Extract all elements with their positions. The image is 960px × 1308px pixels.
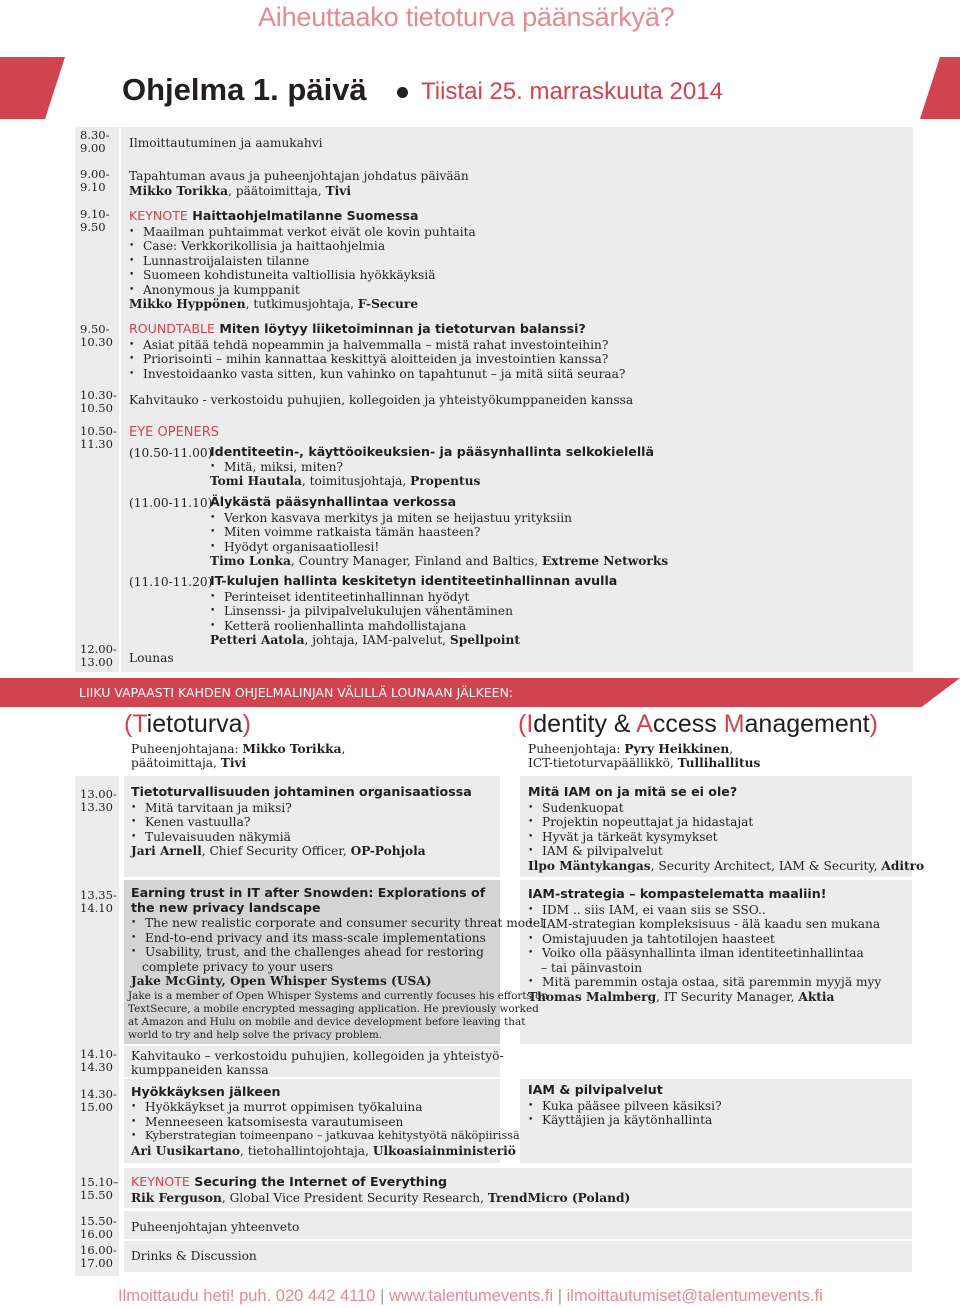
slot-time: 13.35- 14.10 xyxy=(80,888,117,915)
list-item: • End-to-end privacy and its mass-scale implementations xyxy=(131,931,486,946)
speaker-name: Mikko Torikka xyxy=(129,184,229,198)
list-item: • Verkon kasvava merkitys ja miten se heijastuu yrityksiin xyxy=(210,511,572,526)
list-item: • The new realistic corporate and consumer security threat model xyxy=(131,916,544,931)
drinks-text: Drinks & Discussion xyxy=(131,1249,257,1263)
speaker-line: Ilpo Mäntykangas, Security Architect, IAM & Security, Aditro xyxy=(528,859,925,873)
footer-separator: | xyxy=(557,1287,563,1305)
list-item: • Miten voimme ratkaista tämän haasteen? xyxy=(210,525,480,540)
coffee-break-text: Kahvitauko - verkostoidu puhujien, kollegoiden ja yhteistyökumppaneiden kanssa xyxy=(129,393,634,407)
speaker-line xyxy=(210,474,480,489)
list-item: • Asiat pitää tehdä nopeammin ja halvemmalla – mistä rahat investointeihin? xyxy=(129,338,608,353)
list-item: • Mitä tarvitaan ja miksi? xyxy=(131,801,292,816)
speaker-role: , johtaja, IAM-palvelut, xyxy=(304,633,450,647)
slot-time: 10.30- 10.50 xyxy=(80,388,117,415)
slot-time: 14.10- 14.30 xyxy=(80,1047,117,1074)
list-item-cont: – tai päinvastoin xyxy=(541,961,643,975)
list-item: • IDM .. siis IAM, ei vaan siis se SSO.. xyxy=(528,903,766,918)
split-banner xyxy=(0,678,960,707)
speaker-line: Jari Arnell, Chief Security Officer, OP-Pohjola xyxy=(131,844,426,858)
list-item: • Case: Verkkorikollisia ja haittaohjelmia xyxy=(129,239,385,254)
registration-text: Ilmoittautuminen ja aamukahvi xyxy=(129,136,323,150)
speaker-line xyxy=(129,184,351,199)
speaker-role: , Country Manager, Finland and Baltics, xyxy=(290,554,543,568)
eye-openers-label: EYE OPENERS xyxy=(129,425,220,440)
coffee-break-text: kumppaneiden kanssa xyxy=(131,1063,269,1077)
list-item: • IAM & pilvipalvelut xyxy=(528,844,663,859)
banner-title: Ohjelma 1. päivä xyxy=(122,72,367,107)
track-title-tietoturva: (Tietoturva) xyxy=(124,710,251,738)
list-item: • Lunnastroijalaisten tilanne xyxy=(129,254,309,269)
banner-date: Tiistai 25. marraskuuta 2014 xyxy=(421,78,723,105)
session-title: IAM-strategia – kompastelematta maaliin! xyxy=(528,886,827,901)
speaker-bio: at Amazon and Hulu on mobile and device development before leaving that xyxy=(128,1016,526,1028)
slot-time: 14.30- 15.00 xyxy=(80,1087,117,1114)
list-item: • Suomeen kohdistuneita valtiollisia hyökkäyksiä xyxy=(129,268,435,283)
list-item: • Perinteiset identiteetinhallinnan hyödyt xyxy=(210,590,469,605)
summary-text: Puheenjohtajan yhteenveto xyxy=(131,1220,300,1234)
slot-time: 9.50- 10.30 xyxy=(80,322,113,349)
track-title-iam: (Identity & Access Management) xyxy=(518,710,878,738)
speaker-line xyxy=(210,554,668,569)
list-item: • Kenen vastuulla? xyxy=(131,815,250,830)
slot-time: 15.10– 15.50 xyxy=(80,1175,119,1202)
opening-text: Tapahtuman avaus ja puheenjohtajan johdatus päivään xyxy=(129,169,469,183)
roundtable-title xyxy=(129,322,586,337)
slot-time: 8.30- 9.00 xyxy=(80,128,110,155)
keynote-title xyxy=(129,209,418,224)
track-chair: Puheenjohtaja: Pyry Heikkinen, xyxy=(528,742,734,756)
speaker-role: , toimitusjohtaja, xyxy=(301,474,411,488)
list-item: • Mitä, miksi, miten? xyxy=(210,460,343,475)
session-title: IAM & pilvipalvelut xyxy=(528,1082,663,1097)
speaker-line xyxy=(210,633,520,648)
list-item: • Voiko olla pääsynhallinta ilman identiteetinhallintaa xyxy=(528,946,864,961)
session-title: Identiteetin-, käyttöoikeuksien- ja pääsynhallinta selkokielellä xyxy=(210,444,654,459)
speaker-name: Petteri Aatola xyxy=(210,633,305,647)
list-item: • Omistajuuden ja tahtotilojen haasteet xyxy=(528,932,775,947)
track-chair-role: päätoimittaja, Tivi xyxy=(131,756,247,770)
speaker-bio: world to try and help solve the privacy problem. xyxy=(128,1029,383,1041)
list-item: • Tulevaisuuden näkymiä xyxy=(131,830,291,845)
session-title-cont: the new privacy landscape xyxy=(131,900,321,915)
session-title: Haittaohjelmatilanne Suomessa xyxy=(192,208,419,223)
session-title: Mitä IAM on ja mitä se ei ole? xyxy=(528,784,738,799)
slot-time: 15.50- 16.00 xyxy=(80,1214,117,1241)
banner-dot xyxy=(397,87,408,98)
session-title: Earning trust in IT after Snowden: Explorations of xyxy=(131,885,486,900)
speaker-role: , päätoimittaja, xyxy=(228,184,326,198)
session-title: Älykästä pääsynhallintaa verkossa xyxy=(210,494,457,509)
list-item: • Kuka pääsee pilveen käsiksi? xyxy=(528,1099,722,1114)
list-item: • Hyvät ja tärkeät kysymykset xyxy=(528,830,718,845)
slot-time: 9.00- 9.10 xyxy=(80,167,110,194)
speaker-line xyxy=(129,297,418,312)
eye-opener-time: (10.50-11.00) xyxy=(129,446,213,460)
website-link[interactable]: www.talentumevents.fi xyxy=(388,1287,554,1305)
speaker-line: Ari Uusikartano, tietohallintojohtaja, Ulkoasiainministeriö xyxy=(131,1144,516,1158)
list-item: • Priorisointi – mihin kannattaa keskittyä aloitteiden ja investointien kanssa? xyxy=(129,352,608,367)
day-banner xyxy=(0,57,960,119)
list-item-cont: complete privacy to your users xyxy=(142,960,334,974)
roundtable-label: ROUNDTABLE xyxy=(129,321,215,336)
slot-time: 9.10- 9.50 xyxy=(80,207,110,234)
keynote-label: KEYNOTE xyxy=(129,208,188,223)
session-title: Tietoturvallisuuden johtaminen organisaatiossa xyxy=(131,784,472,799)
split-banner-text: LIIKU VAPAASTI KAHDEN OHJELMALINJAN VÄLILLÄ LOUNAAN JÄLKEEN: xyxy=(79,685,514,700)
slot-time: 16.00- 17.00 xyxy=(80,1243,117,1270)
speaker-org: Spellpoint xyxy=(449,633,520,647)
list-item: • Hyökkäykset ja murrot oppimisen työkaluina xyxy=(131,1100,423,1115)
phone-number: puh. 020 442 4110 xyxy=(239,1287,376,1305)
footer-separator: | xyxy=(380,1287,385,1305)
speaker-org: Extreme Networks xyxy=(542,554,669,568)
speaker-org: Propentus xyxy=(410,474,481,488)
list-item: • Käyttäjien ja käytönhallinta xyxy=(528,1113,712,1128)
list-item: • Anonymous ja kumppanit xyxy=(129,283,300,298)
speaker-name: Timo Lonka xyxy=(210,554,291,568)
speaker-name: Tomi Hautala xyxy=(210,474,302,488)
speaker-line: Thomas Malmberg, IT Security Manager, Aktia xyxy=(528,990,835,1004)
speaker-org: Tivi xyxy=(325,184,351,198)
email-link[interactable]: ilmoittautumiset@talentumevents.fi xyxy=(566,1287,823,1305)
list-item: • Projektin nopeuttajat ja hidastajat xyxy=(528,815,753,830)
track-chair: Puheenjohtajana: Mikko Torikka, xyxy=(131,742,346,756)
list-item: • Maailman puhtaimmat verkot eivät ole kovin puhtaita xyxy=(129,225,476,240)
list-item: • Investoidaanko vasta sitten, kun vahinko on tapahtunut – ja mitä siitä seuraa? xyxy=(129,367,625,382)
slot-time: 10.50- 11.30 xyxy=(80,424,117,451)
speaker-role: , tutkimusjohtaja, xyxy=(245,297,358,311)
list-item: • Mitä paremmin ostaja ostaa, sitä paremmin myyjä myy xyxy=(528,975,881,990)
speaker-bio: Jake is a member of Open Whisper Systems and currently focuses his efforts on xyxy=(128,990,549,1002)
speaker-line: Rik Ferguson, Global Vice President Security Research, TrendMicro (Poland) xyxy=(131,1191,631,1205)
speaker-name: Mikko Hyppönen xyxy=(129,297,246,311)
list-item: • Kyberstrategian toimeenpano – jatkuvaa kehitystyötä näköpiirissä xyxy=(131,1129,520,1144)
session-title: Hyökkäyksen jälkeen xyxy=(131,1084,281,1099)
speaker-line: Jake McGinty, Open Whisper Systems (USA) xyxy=(131,974,432,988)
list-item: • Ketterä roolienhallinta mahdollistajana xyxy=(210,619,466,634)
speaker-org: F-Secure xyxy=(357,297,419,311)
footer xyxy=(118,1287,823,1306)
coffee-break-text: Kahvitauko – verkostoidu puhujien, kollegoiden ja yhteistyö- xyxy=(131,1049,504,1063)
session-title: Miten löytyy liiketoiminnan ja tietoturvan balanssi? xyxy=(219,321,586,336)
session-title: IT-kulujen hallinta keskitetyn identiteetinhallinnan avulla xyxy=(210,573,618,588)
page-title: Aiheuttaako tietoturva päänsärkyä? xyxy=(258,2,675,32)
lunch-text: Lounas xyxy=(129,651,174,665)
register-link[interactable]: Ilmoittaudu heti! xyxy=(118,1287,235,1305)
list-item: • Linsenssi- ja pilvipalvelukulujen vähentäminen xyxy=(210,604,513,619)
speaker-bio: TextSecure, a mobile encrypted messaging application. He previously worked xyxy=(128,1003,539,1015)
keynote-title: KEYNOTE Securing the Internet of Everything xyxy=(131,1174,448,1189)
track-chair-role: ICT-tietoturvapäällikkö, Tullihallitus xyxy=(528,756,761,770)
eye-opener-time: (11.00-11.10) xyxy=(129,496,213,510)
list-item: • Usability, trust, and the challenges ahead for restoring xyxy=(131,945,484,960)
list-item: • IAM-strategian kompleksisuus - älä kaadu sen mukana xyxy=(528,917,880,932)
list-item: • Menneeseen katsomisesta varautumiseen xyxy=(131,1115,403,1130)
slot-time: 12.00- 13.00 xyxy=(80,642,117,669)
eye-opener-time: (11.10-11.20) xyxy=(129,575,213,589)
list-item: • Hyödyt organisaatiollesi! xyxy=(210,540,379,555)
slot-time: 13.00- 13.30 xyxy=(80,787,117,814)
list-item: • Sudenkuopat xyxy=(528,801,624,816)
